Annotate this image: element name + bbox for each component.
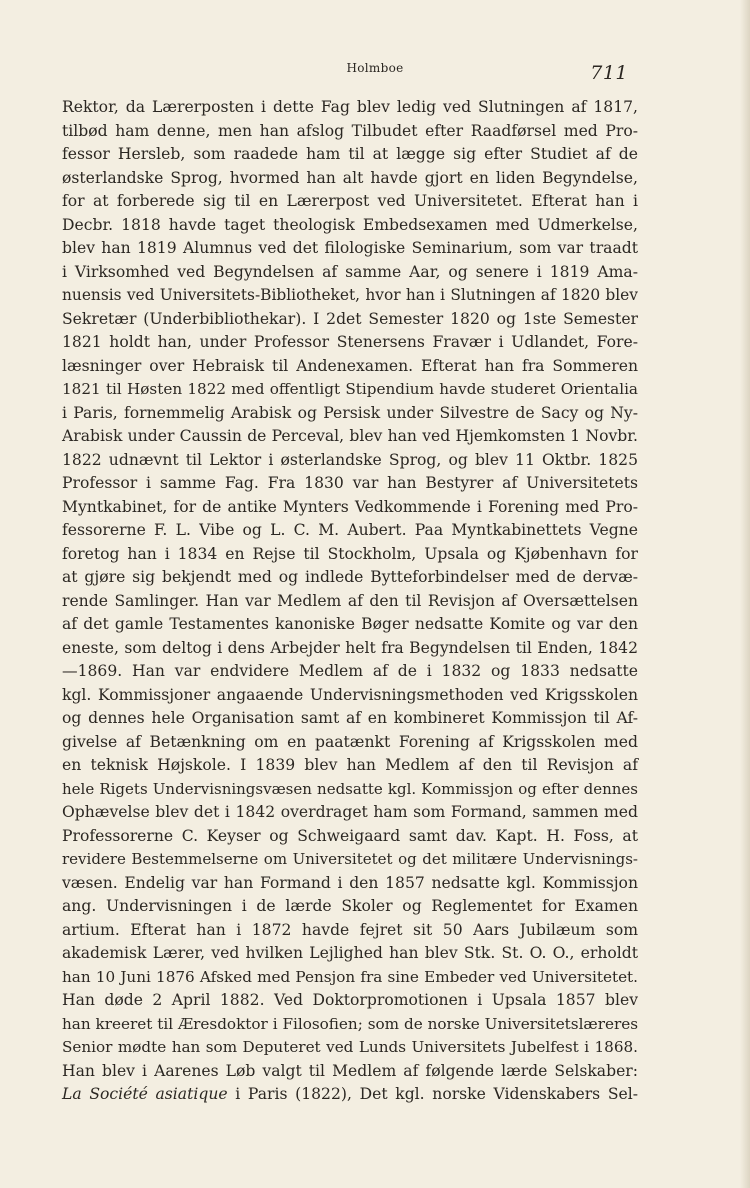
text-line: væsen. Endelig var han Formand i den 1857 nedsatte kgl. Kommissjon [62,873,638,892]
text-line: tilbød ham denne, men han afslog Tilbudet efter Raadførsel med Pro- [62,121,638,140]
text-line: og dennes hele Organisation samt af en kombineret Kommissjon til Af- [62,709,638,727]
text-line: kgl. Kommissjoner angaaende Undervisningsmethoden ved Krigsskolen [62,685,638,704]
text-line: i Paris, fornemmelig Arabisk og Persisk under Silvestre de Sacy og Ny- [62,403,638,422]
text-line: fessor Hersleb, som raadede ham til at lægge sig efter Studiet af de [62,145,638,163]
text-line: Decbr. 1818 havde taget theologisk Embedsexamen med Udmerkelse, [62,215,638,234]
text-line-final [62,1083,638,1107]
page-edge-shadow [740,0,750,1188]
italic-society-name: La Société asiatique [62,1085,228,1103]
text-line: Rektor, da Lærerposten i dette Fag blev ledig ved Slutningen af 1817, [62,98,638,116]
text-line: at gjøre sig bekjendt med og indlede Bytteforbindelser med de dervæ- [62,568,638,586]
text-line: Han døde 2 April 1882. Ved Doktorpromotionen i Upsala 1857 blev [62,991,638,1009]
text-line: en teknisk Højskole. I 1839 blev han Medlem af den til Revisjon af [62,756,638,774]
text-line: eneste, som deltog i dens Arbejder helt fra Begyndelsen til Enden, 1842 [62,638,638,657]
final-line-rest: i Paris (1822), Det kgl. norske Videnskabers Sel- [227,1085,639,1103]
text-line: Ophævelse blev det i 1842 overdraget ham som Formand, sammen med [62,803,638,821]
text-line: rende Samlinger. Han var Medlem af den til Revisjon af Oversættelsen [62,591,638,610]
text-line: nuensis ved Universitets-Bibliotheket, hvor han i Slutningen af 1820 blev [62,286,638,304]
text-line: Sekretær (Underbibliothekar). I 2det Semester 1820 og 1ste Semester [62,309,638,328]
text-line: han 10 Juni 1876 Afsked med Pensjon fra sine Embeder ved Universitetet. [62,967,638,986]
text-line: givelse af Betænkning om en paatænkt Forening af Krigsskolen med [62,732,638,751]
text-line: blev han 1819 Alumnus ved det filologiske Seminarium, som var traadt [62,239,638,257]
text-line: for at forberede sig til en Lærerpost ved Universitetet. Efterat han i [62,192,638,210]
text-line: Han blev i Aarenes Løb valgt til Medlem af følgende lærde Selskaber: [62,1061,638,1080]
text-line: ang. Undervisningen i de lærde Skoler og Reglementet for Examen [62,897,638,915]
text-line: revidere Bestemmelserne om Universitetet og det militære Undervisnings- [62,850,638,868]
text-line: 1822 udnævnt til Lektor i østerlandske Sprog, og blev 11 Oktbr. 1825 [62,450,638,469]
text-line: foretog han i 1834 en Rejse til Stockholm, Upsala og Kjøbenhavn for [62,544,638,563]
text-line: —1869. Han var endvidere Medlem af de i 1832 og 1833 nedsatte [62,662,638,680]
text-line: læsninger over Hebraisk til Andenexamen. Efterat han fra Sommeren [62,356,638,375]
text-line: af det gamle Testamentes kanoniske Bøger nedsatte Komite og var den [62,615,638,633]
text-line: i Virksomhed ved Begyndelsen af samme Aar, og senere i 1819 Ama- [62,262,638,281]
text-line: Senior mødte han som Deputeret ved Lunds Universitets Jubelfest i 1868. [62,1038,638,1056]
text-line: han kreeret til Æresdoktor i Filosofien; som de norske Universitetslæreres [62,1014,638,1033]
running-header: Holmboe [346,61,404,75]
text-line: Arabisk under Caussin de Perceval, blev han ved Hjemkomsten 1 Novbr. [62,427,638,445]
text-line: fessorerne F. L. Vibe og L. C. M. Aubert. Paa Myntkabinettets Vegne [62,521,638,539]
page-number: 711 [590,62,628,84]
text-line: Professor i samme Fag. Fra 1830 var han Bestyrer af Universitetets [62,474,638,492]
text-line: Myntkabinet, for de antike Mynters Vedkommende i Forening med Pro- [62,497,638,516]
body-text [62,96,638,1107]
text-line: akademisk Lærer, ved hvilken Lejlighed han blev Stk. St. O. O., erholdt [62,944,638,962]
text-line: 1821 holdt han, under Professor Stenersens Fravær i Udlandet, Fore- [62,333,638,351]
text-line: 1821 til Høsten 1822 med offentligt Stipendium havde studeret Orientalia [62,380,638,398]
text-line: hele Rigets Undervisningsvæsen nedsatte kgl. Kommissjon og efter dennes [62,779,638,798]
text-line: artium. Efterat han i 1872 havde fejret sit 50 Aars Jubilæum som [62,920,638,939]
text-line: Professorerne C. Keyser og Schweigaard samt dav. Kapt. H. Foss, at [62,826,638,845]
text-line: østerlandske Sprog, hvormed han alt havde gjort en liden Begyndelse, [62,168,638,187]
